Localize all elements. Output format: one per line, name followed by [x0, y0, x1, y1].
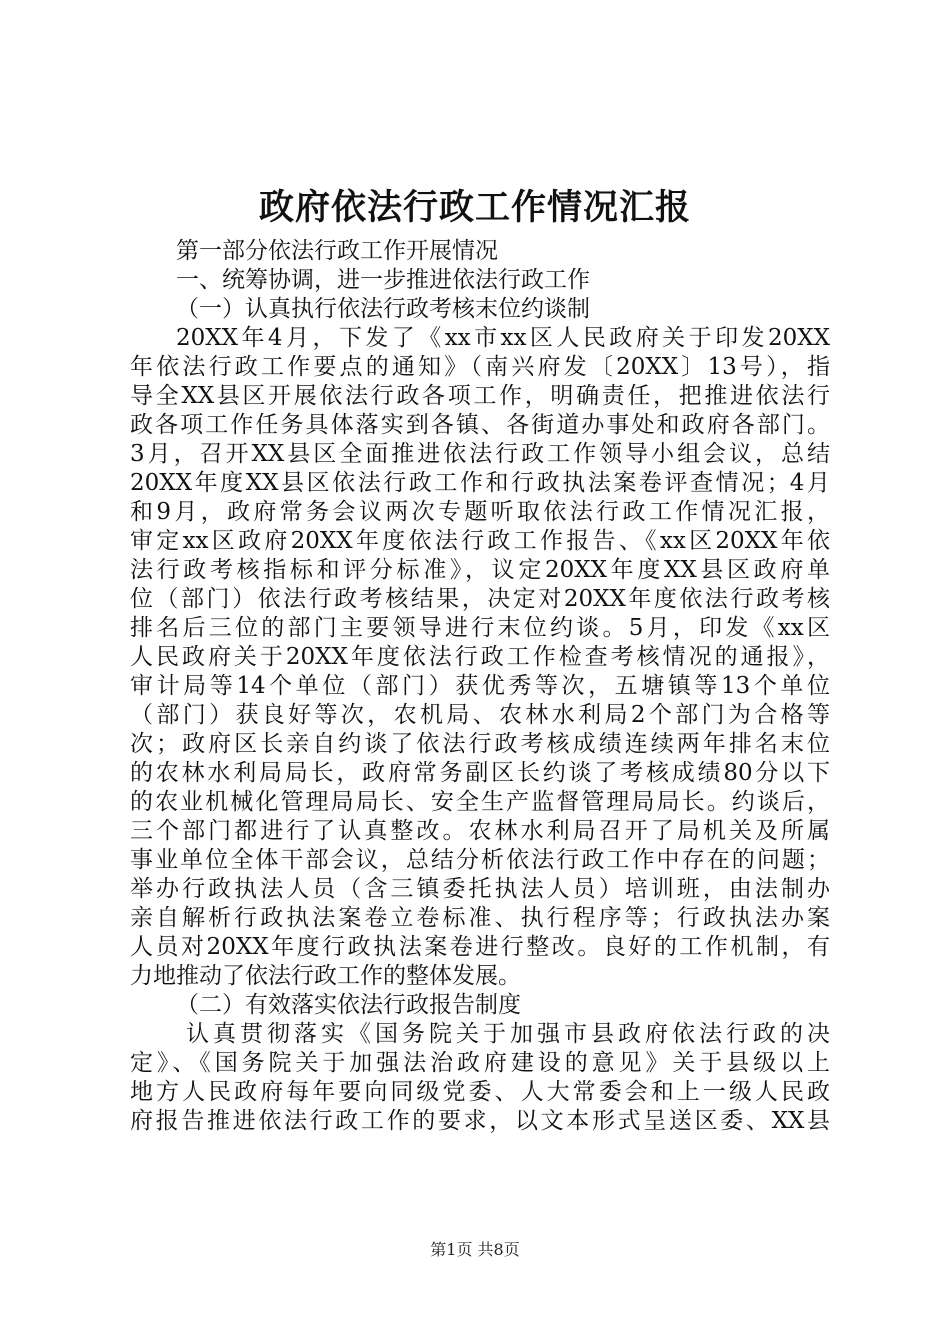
- part-heading: 第一部分依法行政工作开展情况: [176, 238, 498, 264]
- paragraph-line: 审定xx区政府20XX年度依法行政工作报告、《xx区20XX年依: [130, 528, 830, 554]
- paragraph-line: 三个部门都进行了认真整改。农林水利局召开了局机关及所属: [130, 818, 830, 844]
- paragraph-line: 次；政府区长亲自约谈了依法行政考核成绩连续两年排名末位: [130, 731, 830, 757]
- document-title: 政府依法行政工作情况汇报: [258, 187, 691, 228]
- paragraph-line: 认真贯彻落实《国务院关于加强市县政府依法行政的决: [186, 1021, 830, 1047]
- paragraph-line: 和9月，政府常务会议两次专题听取依法行政工作情况汇报，: [130, 499, 830, 525]
- paragraph-line: 人民政府关于20XX年度依法行政工作检查考核情况的通报》，: [130, 644, 830, 670]
- subsection-heading: （二）有效落实依法行政报告制度: [176, 992, 521, 1018]
- paragraph-line: 府报告推进依法行政工作的要求，以文本形式呈送区委、XX县: [130, 1108, 830, 1134]
- paragraph-line: 地方人民政府每年要向同级党委、人大常委会和上一级人民政: [130, 1079, 830, 1105]
- paragraph-line: 定》、《国务院关于加强法治政府建设的意见》关于县级以上: [130, 1050, 830, 1076]
- paragraph-line: 事业单位全体干部会议，总结分析依法行政工作中存在的问题；: [130, 847, 830, 873]
- paragraph-line: （部门）获良好等次，农机局、农林水利局2个部门为合格等: [130, 702, 830, 728]
- paragraph-line: 力地推动了依法行政工作的整体发展。: [130, 963, 521, 989]
- paragraph-line: 法行政考核指标和评分标准》，议定20XX年度XX县区政府单: [130, 557, 830, 583]
- paragraph-line: 20XX年4月，下发了《xx市xx区人民政府关于印发20XX: [176, 325, 830, 351]
- paragraph-line: 位（部门）依法行政考核结果，决定对20XX年度依法行政考核: [130, 586, 830, 612]
- paragraph-line: 导全XX县区开展依法行政各项工作，明确责任，把推进依法行: [130, 383, 830, 409]
- paragraph-line: 20XX年度XX县区依法行政工作和行政执法案卷评查情况；4月: [130, 470, 830, 496]
- paragraph-2: [130, 1020, 830, 1136]
- paragraph-line: 亲自解析行政执法案卷立卷标准、执行程序等；行政执法办案: [130, 905, 830, 931]
- paragraph-line: 人员对20XX年度行政执法案卷进行整改。良好的工作机制，有: [130, 934, 830, 960]
- document-body: [130, 237, 830, 1136]
- paragraph-line: 3月，召开XX县区全面推进依法行政工作领导小组会议，总结: [130, 441, 830, 467]
- paragraph-1: [130, 324, 830, 991]
- paragraph-line: 的农业机械化管理局局长、安全生产监督管理局局长。约谈后，: [130, 789, 830, 815]
- paragraph-line: 的农林水利局局长，政府常务副区长约谈了考核成绩80分以下: [130, 760, 830, 786]
- paragraph-line: 排名后三位的部门主要领导进行末位约谈。5月，印发《xx区: [130, 615, 830, 641]
- subsection-heading: （一）认真执行依法行政考核末位约谈制: [176, 296, 590, 322]
- paragraph-line: 年依法行政工作要点的通知》（南兴府发〔20XX〕13号），指: [130, 354, 830, 380]
- page-footer: 第1页 共8页: [430, 1240, 520, 1259]
- section-heading: 一、统筹协调，进一步推进依法行政工作: [176, 267, 590, 293]
- paragraph-line: 举办行政执法人员（含三镇委托执法人员）培训班，由法制办: [130, 876, 830, 902]
- paragraph-line: 政各项工作任务具体落实到各镇、各街道办事处和政府各部门。: [130, 412, 830, 438]
- paragraph-line: 审计局等14个单位（部门）获优秀等次，五塘镇等13个单位: [130, 673, 830, 699]
